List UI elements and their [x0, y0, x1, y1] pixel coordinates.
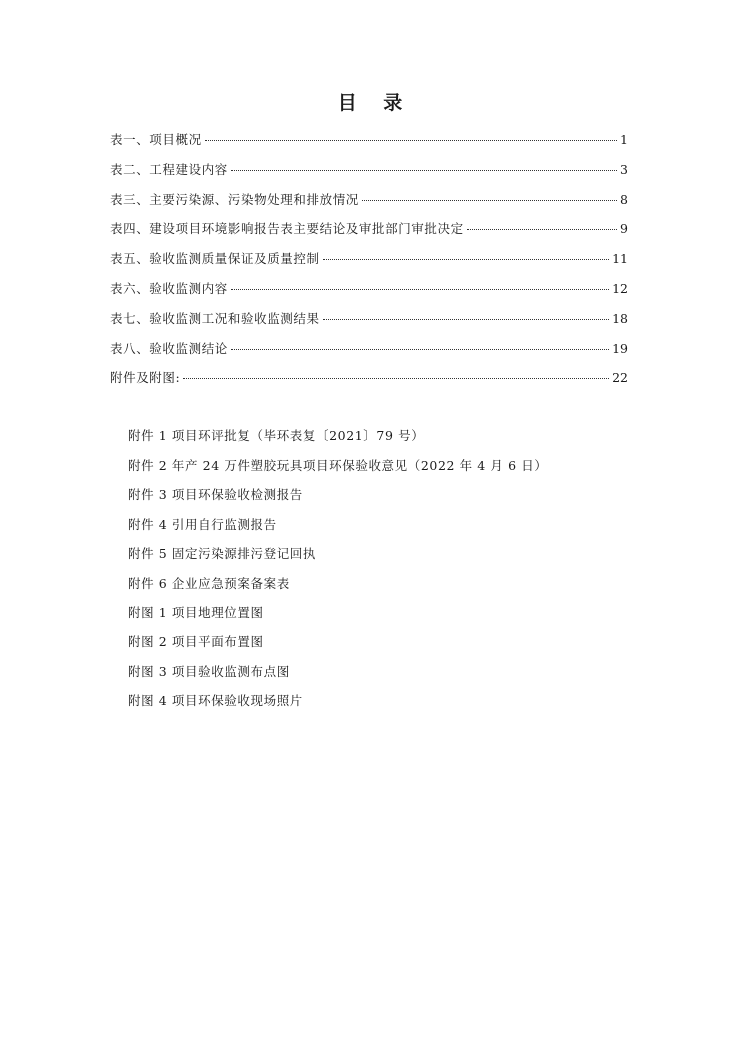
toc-entry-page: 11	[612, 251, 628, 267]
toc-entry-page: 22	[612, 370, 628, 386]
toc-entry-label: 附件及附图:	[110, 370, 181, 386]
toc-entry-page: 18	[612, 310, 628, 326]
attachment-item: 附件 1 项目环评批复（毕环表复〔2021〕79 号）	[128, 428, 425, 443]
toc-entry-label: 表七、验收监测工况和验收监测结果	[110, 310, 320, 326]
toc-leader-dots	[205, 140, 617, 141]
toc-entry-label: 表二、工程建设内容	[110, 161, 228, 177]
attachment-item: 附件 6 企业应急预案备案表	[128, 575, 290, 591]
toc-entry-page: 9	[620, 221, 628, 237]
figure-item: 附图 2 项目平面布置图	[128, 634, 264, 650]
toc-leader-dots	[231, 289, 609, 290]
toc-leader-dots	[362, 200, 617, 201]
attachment-item: 附件 3 项目环保验收检测报告	[128, 487, 303, 502]
toc-entry[interactable]	[110, 279, 628, 309]
attachment-list	[128, 426, 547, 603]
toc-entry-label: 表四、建设项目环境影响报告表主要结论及审批部门审批决定	[110, 221, 464, 237]
toc-entry[interactable]	[110, 339, 628, 369]
toc-leader-dots	[323, 319, 609, 320]
toc-entry[interactable]	[110, 249, 628, 279]
toc-entry-label: 表一、项目概况	[110, 132, 202, 147]
toc-entry[interactable]	[110, 219, 628, 249]
toc-entry-page: 8	[620, 191, 628, 207]
toc-leader-dots	[323, 259, 609, 260]
toc-entry-page: 1	[620, 132, 628, 147]
toc-entry[interactable]	[110, 309, 628, 339]
toc-entry-page: 19	[612, 340, 628, 356]
toc-entry[interactable]	[110, 368, 628, 398]
figure-item: 附图 1 项目地理位置图	[128, 605, 264, 620]
toc-entry[interactable]	[110, 190, 628, 220]
toc-leader-dots	[183, 378, 609, 379]
attachment-item: 附件 4 引用自行监测报告	[128, 516, 277, 532]
toc-leader-dots	[467, 229, 617, 230]
toc-entry-page: 3	[620, 161, 628, 177]
toc-entry[interactable]	[110, 130, 628, 160]
table-of-contents	[110, 130, 628, 398]
toc-entry-page: 12	[612, 280, 628, 296]
figure-item: 附图 3 项目验收监测布点图	[128, 663, 290, 679]
attachment-item: 附件 2 年产 24 万件塑胶玩具项目环保验收意见（2022 年 4 月 6 日）	[128, 457, 548, 473]
figure-list	[128, 603, 303, 720]
page-title: 目 录	[337, 92, 413, 114]
toc-entry-label: 表六、验收监测内容	[110, 280, 228, 296]
toc-entry-label: 表五、验收监测质量保证及质量控制	[110, 251, 320, 267]
attachment-item: 附件 5 固定污染源排污登记回执	[128, 546, 317, 561]
toc-entry[interactable]	[110, 160, 628, 190]
toc-leader-dots	[231, 349, 609, 350]
toc-leader-dots	[231, 170, 617, 171]
figure-item: 附图 4 项目环保验收现场照片	[128, 692, 303, 708]
toc-entry-label: 表三、主要污染源、污染物处理和排放情况	[110, 191, 359, 207]
toc-entry-label: 表八、验收监测结论	[110, 340, 228, 356]
